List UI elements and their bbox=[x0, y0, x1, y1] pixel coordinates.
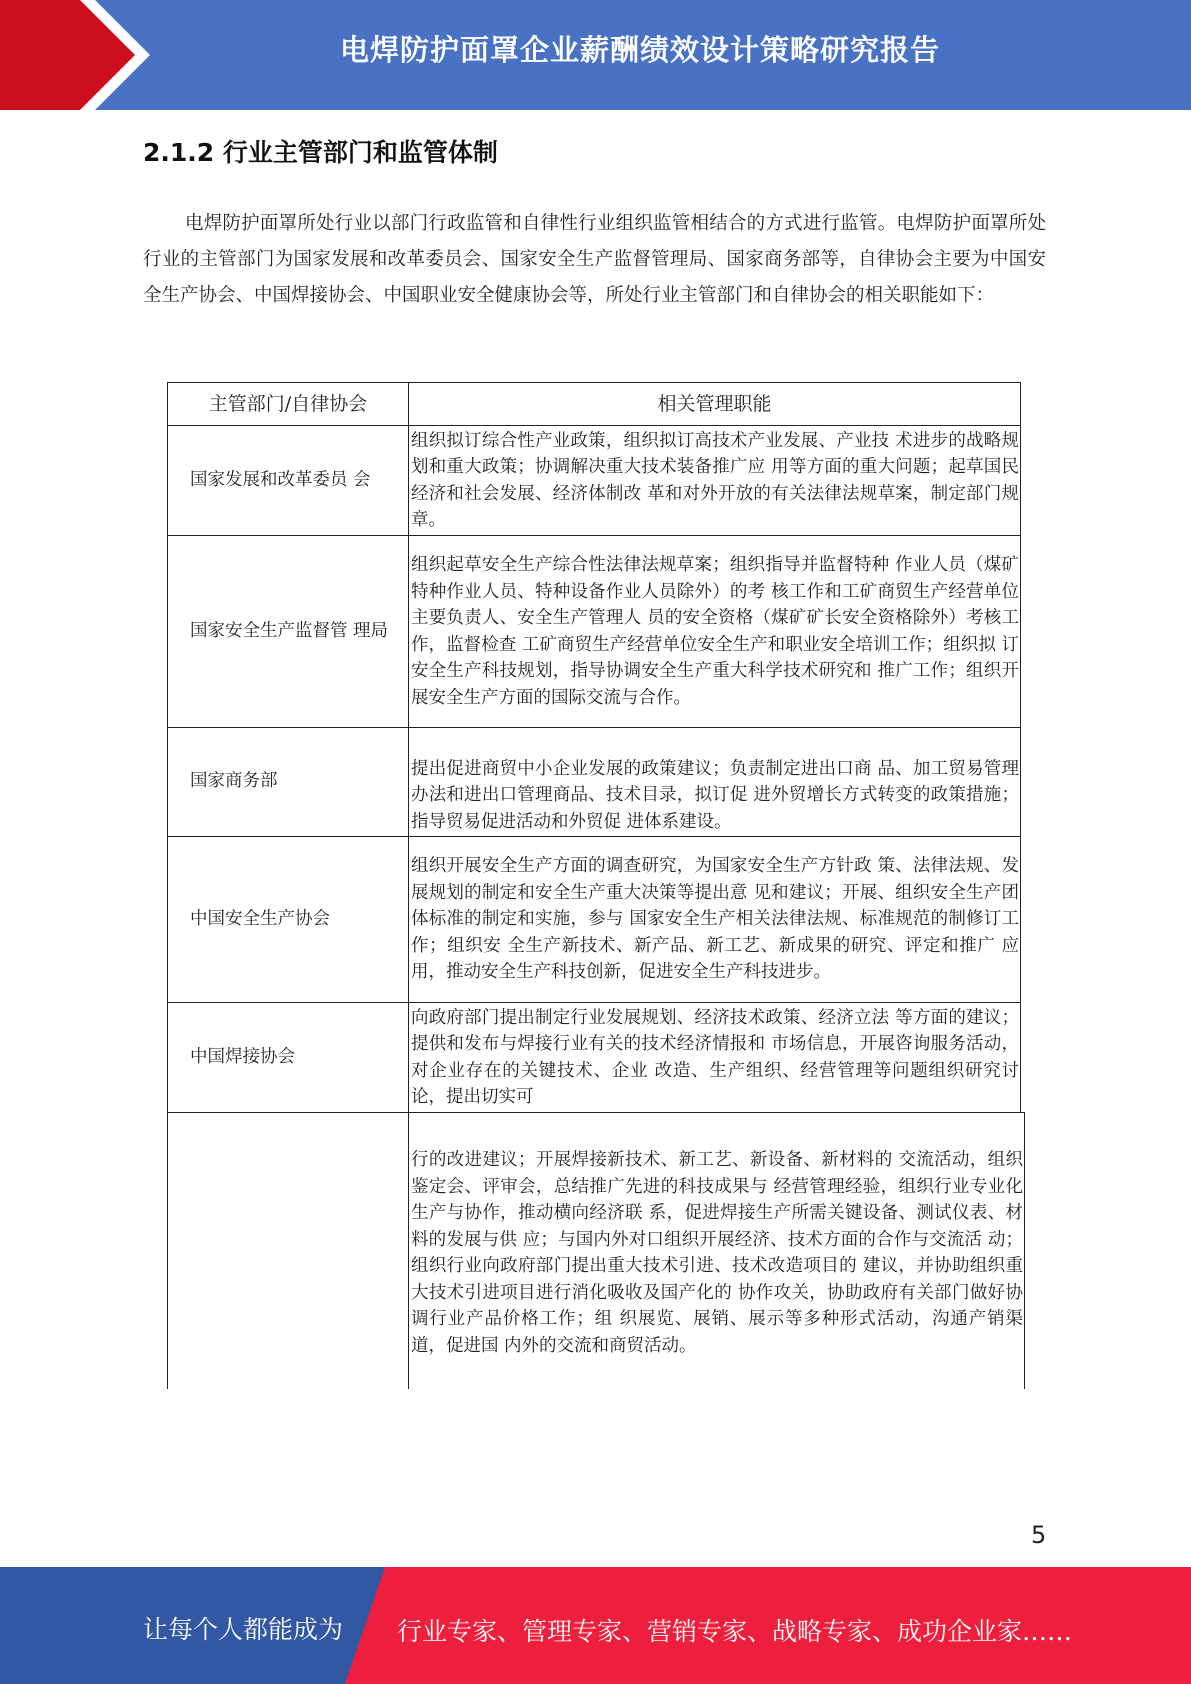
table-row bbox=[168, 536, 1021, 728]
intro-paragraph: 电焊防护面罩所处行业以部门行政监管和自律性行业组织监管相结合的方式进行监管。电焊防护面罩所处行业的主管部门为国家发展和改革委员会、国家安全生产监督管理局、国家商务部等，自律协会主要为中国安全生产协会、中国焊接协会、中国职业安全健康协会等，所处行业主管部门和自律协会的相关职能如下： bbox=[143, 213, 1046, 306]
report-title: 电焊防护面罩企业薪酬绩效设计策略研究报告 bbox=[339, 33, 940, 67]
table-row bbox=[168, 728, 1021, 837]
column-header-functions: 相关管理职能 bbox=[409, 383, 1021, 426]
table-row bbox=[168, 426, 1021, 536]
org-cell: 国家商务部 bbox=[168, 728, 409, 837]
functions-cell: 组织拟订综合性产业政策，组织拟订高技术产业发展、产业技 术进步的战略规划和重大政策；协调解决重大技术装备推广应 用等方面的重大问题；起草国民经济和社会发展、经济体制改 革和对外开放的有关法律法规草案，制定部门规章。 bbox=[409, 426, 1021, 536]
org-cell: 中国安全生产协会 bbox=[168, 837, 409, 1003]
org-cell: 国家安全生产监督管 理局 bbox=[168, 536, 409, 728]
footer-slogan-left: 让每个人都能成为 bbox=[143, 1615, 344, 1644]
column-header-org: 主管部门/自律协会 bbox=[168, 383, 409, 426]
functions-cell: 组织起草安全生产综合性法律法规草案；组织指导并监督特种 作业人员（煤矿特种作业人员、特种设备作业人员除外）的考 核工作和工矿商贸生产经营单位主要负责人、安全生产管理人 员的安全资格（煤矿矿长安全资格除外）考核工作，监督检查 工矿商贸生产经营单位安全生产和职业安全培训工作；组织拟 订安全生产科技规划，指导协调安全生产重大科学技术研究和 推广工作；组织开展安全生产方面的国际交流与合作。 bbox=[409, 536, 1021, 728]
functions-cell: 向政府部门提出制定行业发展规划、经济技术政策、经济立法 等方面的建议；提供和发布与焊接行业有关的技术经济情报和 市场信息，开展咨询服务活动，对企业存在的关键技术、企业 改造、生产组织、经营管理等问题组织研究讨论，提出切实可 bbox=[409, 1003, 1021, 1113]
functions-cell: 组织开展安全生产方面的调查研究，为国家安全生产方针政 策、法律法规、发展规划的制定和安全生产重大决策等提出意 见和建议；开展、组织安全生产团体标准的制定和实施，参与 国家安全生产相关法律法规、标准规范的制修订工作；组织安 全生产新技术、新产品、新工艺、新成果的研究、评定和推广 应用，推动安全生产科技创新，促进安全生产科技进步。 bbox=[409, 837, 1021, 1003]
functions-cell: 行的改进建议；开展焊接新技术、新工艺、新设备、新材料的 交流活动，组织鉴定会、评审会，总结推广先进的科技成果与 经营管理经验，组织行业专业化生产与协作，推动横向经济联 系，促进焊接生产所需关键设备、测试仪表、材料的发展与供 应；与国内外对口组织开展经济、技术方面的合作与交流活 动；组织行业向政府部门提出重大技术引进、技术改造项目的 建议，并协助组织重大技术引进项目进行消化吸收及国产化的 协作攻关，协助政府有关部门做好协调行业产品价格工作；组 织展览、展销、展示等多种形式活动，沟通产销渠道，促进国 内外的交流和商贸活动。 bbox=[409, 1113, 1025, 1390]
table-row bbox=[168, 1003, 1021, 1113]
page-number: 5 bbox=[1031, 1521, 1047, 1549]
table-row bbox=[168, 837, 1021, 1003]
org-cell bbox=[168, 1113, 409, 1390]
org-cell: 中国焊接协会 bbox=[168, 1003, 409, 1113]
footer-slogan-right: 行业专家、管理专家、营销专家、战略专家、成功企业家…… bbox=[397, 1617, 1073, 1646]
table-row bbox=[168, 1113, 1025, 1390]
regulator-table-continuation bbox=[167, 1112, 1025, 1389]
regulator-table bbox=[167, 382, 1021, 1113]
table-header-row bbox=[168, 383, 1021, 426]
page-footer bbox=[0, 1567, 1191, 1684]
section-heading: 2.1.2 行业主管部门和监管体制 bbox=[143, 138, 498, 167]
functions-cell: 提出促进商贸中小企业发展的政策建议；负责制定进出口商 品、加工贸易管理办法和进出口管理商品、技术目录，拟订促 进外贸增长方式转变的政策措施；指导贸易促进活动和外贸促 进体系建设。 bbox=[409, 728, 1021, 837]
page-header bbox=[0, 0, 1191, 110]
org-cell: 国家发展和改革委员 会 bbox=[168, 426, 409, 536]
